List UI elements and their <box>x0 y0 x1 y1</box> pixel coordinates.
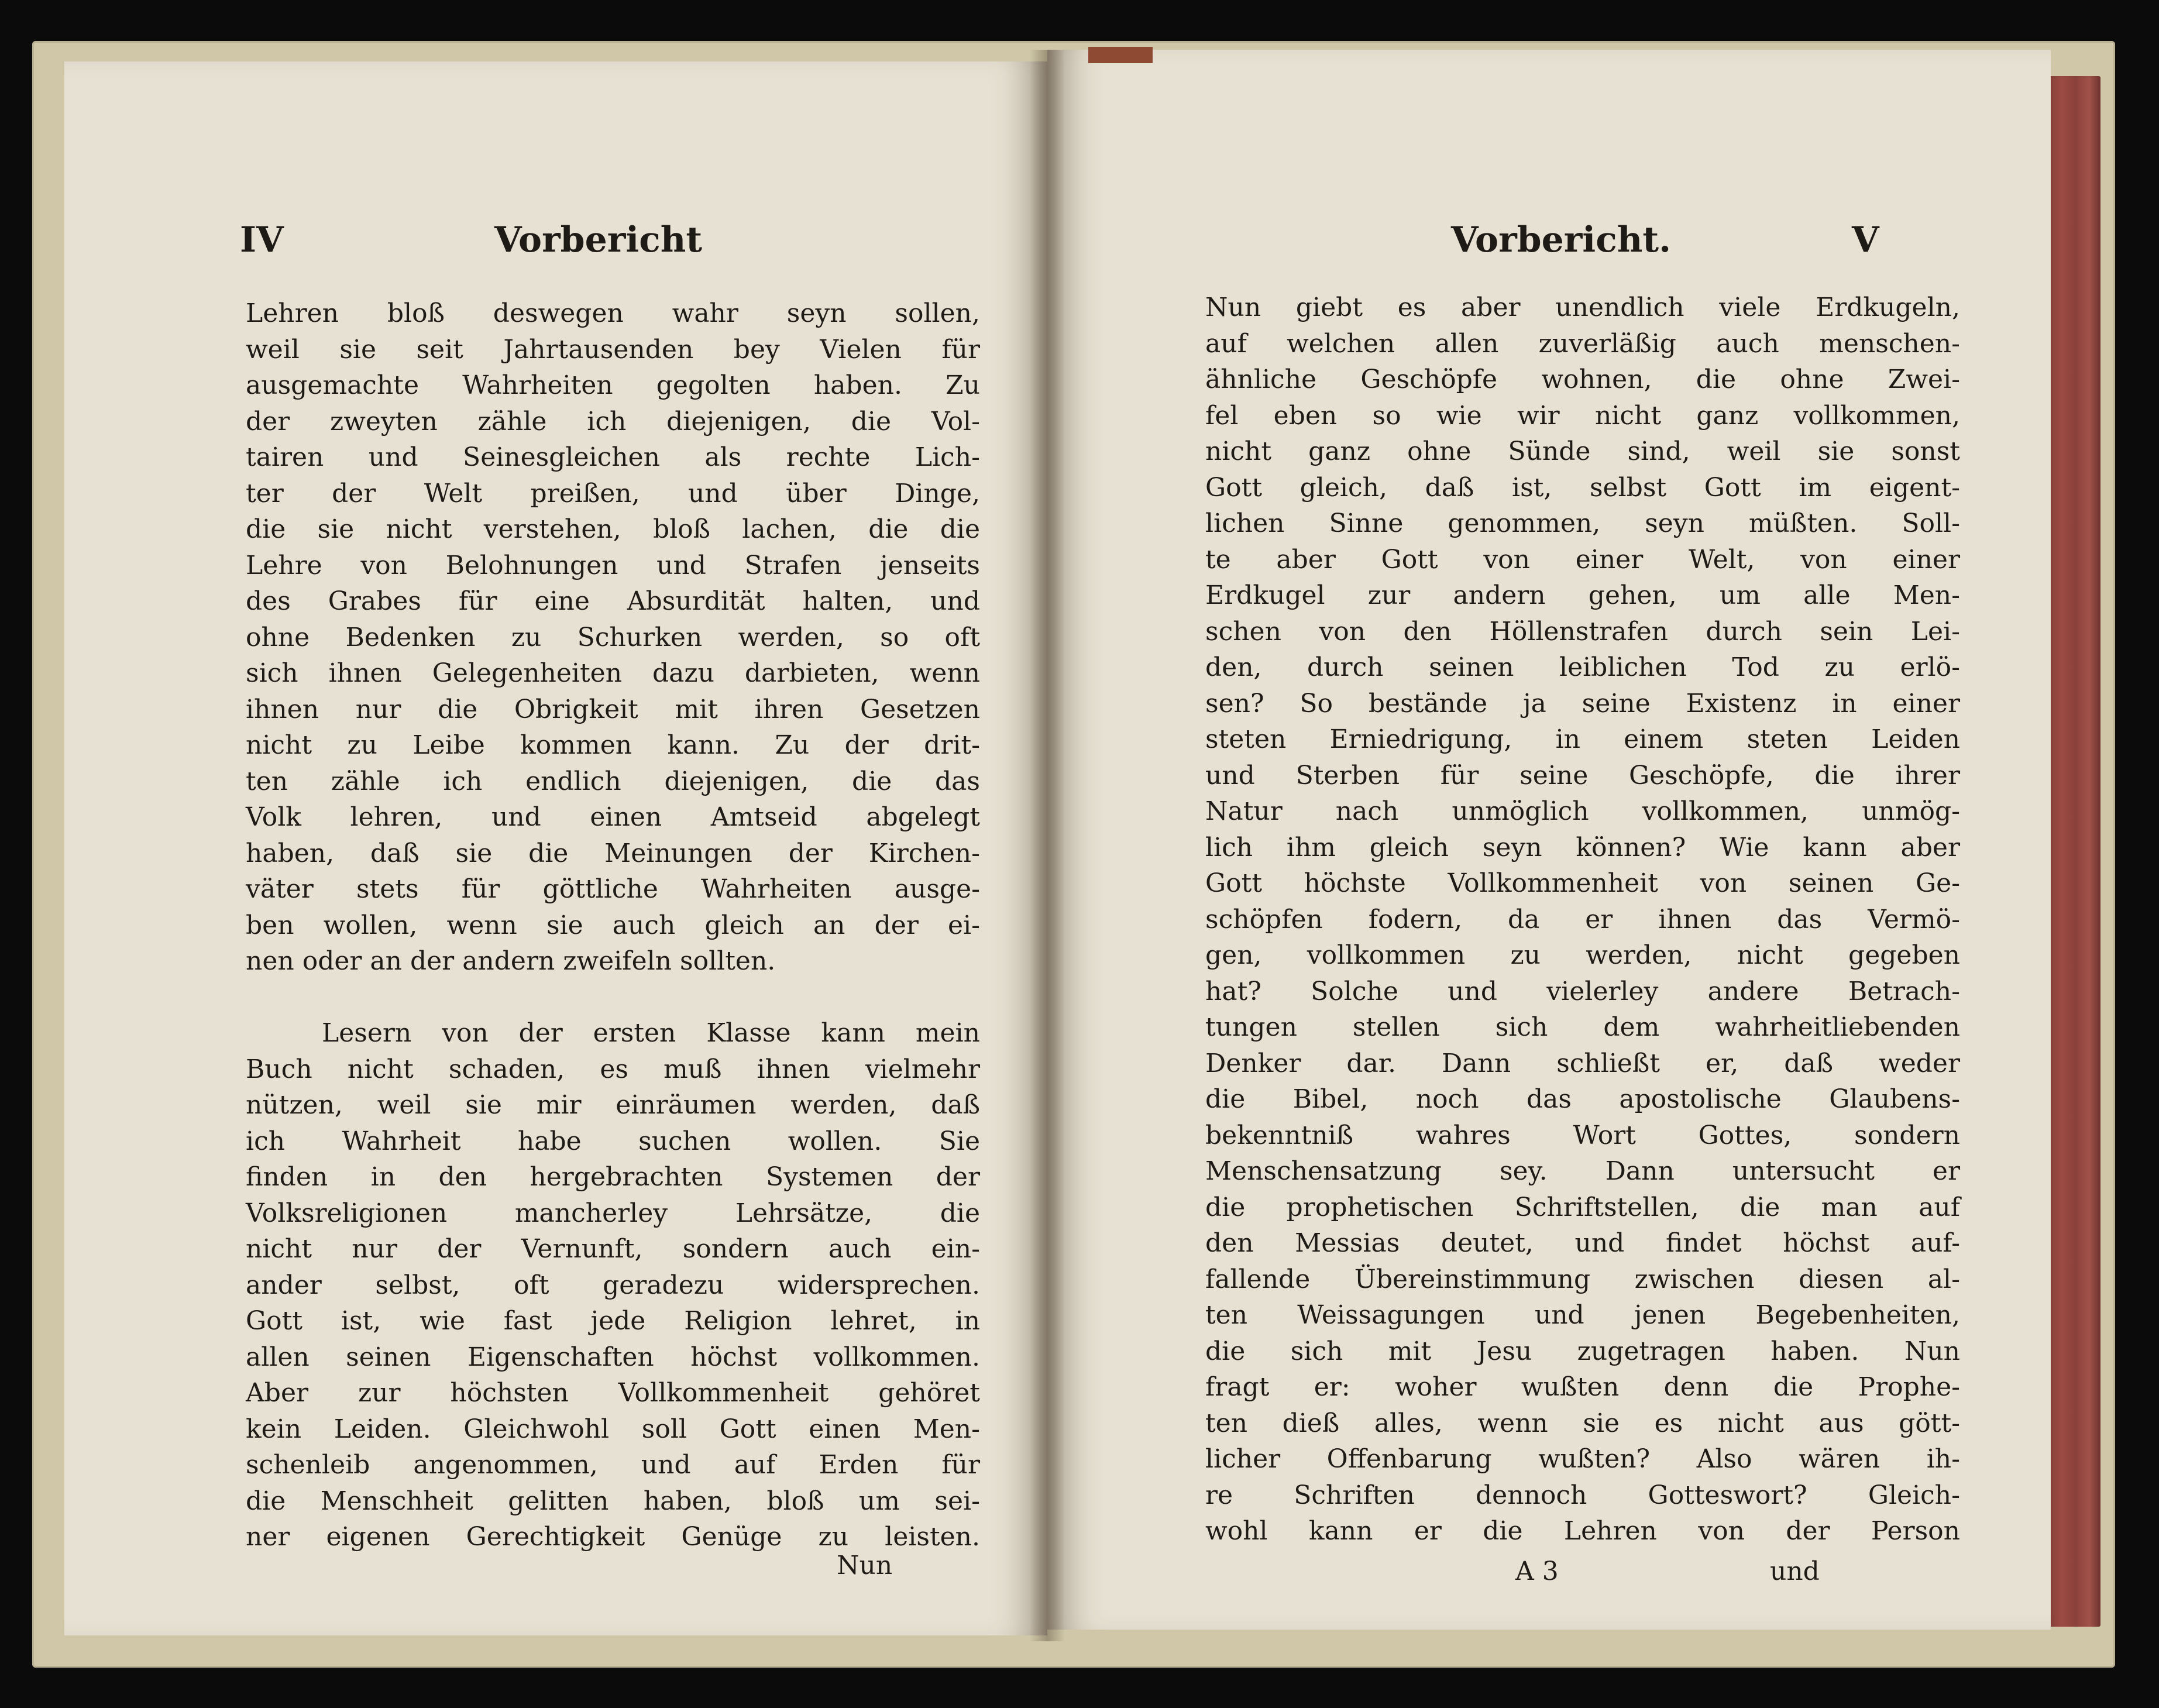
text-line: sen? So bestände ja seine Existenz in einer <box>1205 688 1960 719</box>
text-line: tungen stellen sich dem wahrheitliebenden <box>1205 1012 1960 1042</box>
text-line: Gott gleich, daß ist, selbst Gott im eigent- <box>1205 472 1960 503</box>
text-line: licher Offenbarung wußten? Also wären ih- <box>1205 1444 1960 1474</box>
text-line: ähnliche Geschöpfe wohnen, die ohne Zwei- <box>1205 365 1960 394</box>
paragraph-gap <box>246 980 980 1016</box>
text-line: tairen und Seinesgleichen als rechte Lich- <box>246 442 980 472</box>
text-line: ner eigenen Gerechtigkeit Genüge zu leisten. <box>246 1522 980 1552</box>
text-line: Aber zur höchsten Vollkommenheit gehöret <box>246 1378 980 1408</box>
text-line: te aber Gott von einer Welt, von einer <box>1205 544 1960 575</box>
text-line: weil sie seit Jahrtausenden bey Vielen für <box>246 334 980 365</box>
text-line: Gott ist, wie fast jede Religion lehret, in <box>246 1306 980 1336</box>
text-line: und Sterben für seine Geschöpfe, die ihrer <box>1205 760 1960 791</box>
text-line: sich ihnen Gelegenheiten dazu darbieten, wenn <box>246 658 980 688</box>
text-line: die Menschheit gelitten haben, bloß um sei- <box>246 1486 980 1516</box>
text-line: die sie nicht verstehen, bloß lachen, die die <box>246 514 980 544</box>
text-line: väter stets für göttliche Wahrheiten ausge- <box>246 874 980 904</box>
text-line: den, durch seinen leiblichen Tod zu erlö- <box>1205 652 1960 682</box>
text-line: bekenntniß wahres Wort Gottes, sondern <box>1205 1120 1960 1150</box>
right-page-number: V <box>1852 219 1879 260</box>
right-page <box>1047 50 2051 1630</box>
text-line: Lehre von Belohnungen und Strafen jenseits <box>246 550 980 580</box>
right-body-text <box>1205 290 1960 1549</box>
text-line: lichen Sinne genommen, seyn müßten. Soll- <box>1205 508 1960 538</box>
text-line: ten dieß alles, wenn sie es nicht aus gött- <box>1205 1408 1960 1438</box>
text-line: ten Weissagungen und jenen Begebenheiten, <box>1205 1300 1960 1330</box>
text-line: kein Leiden. Gleichwohl soll Gott einen Men- <box>246 1414 980 1444</box>
text-line: Erdkugel zur andern gehen, um alle Men- <box>1205 580 1960 610</box>
text-line: schöpfen fodern, da er ihnen das Vermö- <box>1205 904 1960 934</box>
left-page <box>64 61 1047 1635</box>
spine-headband <box>1088 47 1153 63</box>
text-line: nicht ganz ohne Sünde sind, weil sie sonst <box>1205 437 1960 466</box>
text-line: Lehren bloß deswegen wahr seyn sollen, <box>246 298 980 328</box>
text-line: nützen, weil sie mir einräumen werden, daß <box>246 1090 980 1120</box>
text-line: des Grabes für eine Absurdität halten, und <box>246 586 980 616</box>
text-line: ich Wahrheit habe suchen wollen. Sie <box>246 1126 980 1156</box>
text-line: ben wollen, wenn sie auch gleich an der ei- <box>246 910 980 940</box>
text-line: lich ihm gleich seyn können? Wie kann aber <box>1205 832 1960 862</box>
text-line: ohne Bedenken zu Schurken werden, so oft <box>246 622 980 652</box>
text-line: nicht nur der Vernunft, sondern auch ein- <box>246 1234 980 1264</box>
text-line: die Bibel, noch das apostolische Glaubens- <box>1205 1084 1960 1114</box>
text-line: ihnen nur die Obrigkeit mit ihren Gesetzen <box>246 694 980 724</box>
book-gutter <box>1030 50 1065 1641</box>
text-line: wohl kann er die Lehren von der Person <box>1205 1516 1960 1546</box>
text-line: Denker dar. Dann schließt er, daß weder <box>1205 1048 1960 1078</box>
text-line: fel eben so wie wir nicht ganz vollkommen, <box>1205 400 1960 431</box>
text-line: Volk lehren, und einen Amtseid abgelegt <box>246 802 980 832</box>
text-line: schen von den Höllenstrafen durch sein Lei- <box>1205 616 1960 647</box>
text-line: fallende Übereinstimmung zwischen diesen al- <box>1205 1264 1960 1294</box>
text-line: auf welchen allen zuverläßig auch menschen- <box>1205 328 1960 359</box>
text-line: ausgemachte Wahrheiten gegolten haben. Zu <box>246 370 980 400</box>
right-running-head: Vorbericht. <box>1451 219 1671 260</box>
text-line: ander selbst, oft geradezu widersprechen. <box>246 1270 980 1300</box>
text-line: Nun giebt es aber unendlich viele Erdkugeln, <box>1205 293 1960 322</box>
text-line: den Messias deutet, und findet höchst auf- <box>1205 1228 1960 1258</box>
text-line: Lesern von der ersten Klasse kann mein <box>322 1018 980 1048</box>
text-line: ten zähle ich endlich diejenigen, die das <box>246 766 980 796</box>
left-page-number: IV <box>240 219 284 260</box>
text-line: allen seinen Eigenschaften höchst vollkommen. <box>246 1342 980 1372</box>
page-edges <box>2045 76 2100 1627</box>
left-catchword: Nun <box>837 1551 893 1580</box>
right-catchword: und <box>1770 1556 1820 1586</box>
text-line: Menschensatzung sey. Dann untersucht er <box>1205 1156 1960 1186</box>
text-line: Buch nicht schaden, es muß ihnen vielmehr <box>246 1054 980 1084</box>
signature-mark: A 3 <box>1515 1556 1559 1586</box>
text-line: finden in den hergebrachten Systemen der <box>246 1162 980 1192</box>
text-line: die sich mit Jesu zugetragen haben. Nun <box>1205 1336 1960 1366</box>
text-line: Volksreligionen mancherley Lehrsätze, die <box>246 1198 980 1228</box>
text-line: steten Erniedrigung, in einem steten Leiden <box>1205 724 1960 754</box>
text-line: schenleib angenommen, und auf Erden für <box>246 1450 980 1480</box>
text-line: Gott höchste Vollkommenheit von seinen Ge- <box>1205 868 1960 898</box>
text-line: nicht zu Leibe kommen kann. Zu der drit- <box>246 730 980 760</box>
text-line: gen, vollkommen zu werden, nicht gegeben <box>1205 940 1960 970</box>
text-line: hat? Solche und vielerley andere Betrach- <box>1205 976 1960 1006</box>
text-line: ter der Welt preißen, und über Dinge, <box>246 478 980 508</box>
text-line: Natur nach unmöglich vollkommen, unmög- <box>1205 796 1960 826</box>
left-body-text <box>246 295 980 1555</box>
text-line: nen oder an der andern zweifeln sollten. <box>246 946 776 976</box>
text-line: der zweyten zähle ich diejenigen, die Vol- <box>246 406 980 437</box>
text-line: die prophetischen Schriftstellen, die man auf <box>1205 1192 1960 1222</box>
text-line: re Schriften dennoch Gotteswort? Gleich- <box>1205 1480 1960 1510</box>
text-line: haben, daß sie die Meinungen der Kirchen- <box>246 838 980 868</box>
left-running-head: Vorbericht <box>494 219 703 260</box>
text-line: fragt er: woher wußten denn die Prophe- <box>1205 1372 1960 1402</box>
